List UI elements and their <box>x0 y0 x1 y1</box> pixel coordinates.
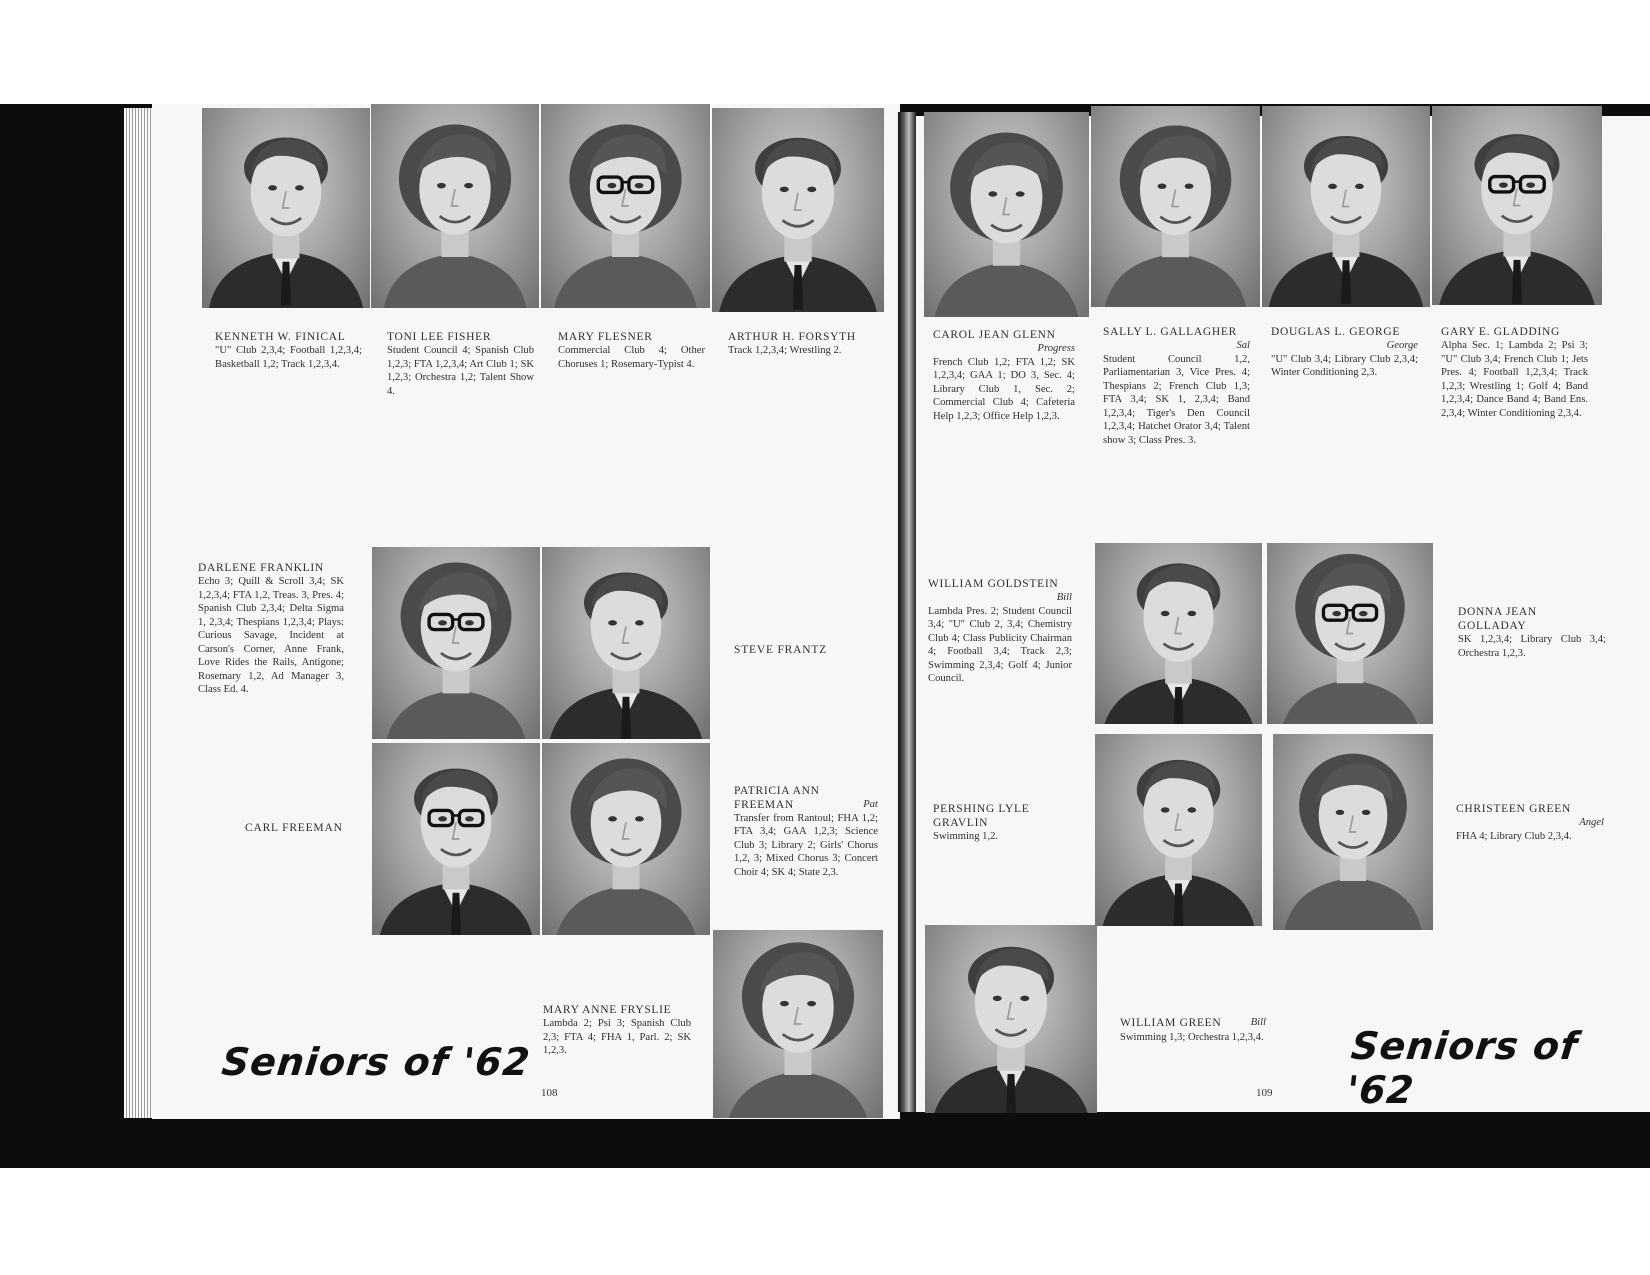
senior-bio <box>558 330 705 371</box>
portrait-photo <box>1095 543 1262 724</box>
portrait-photo <box>1262 106 1430 307</box>
portrait-silhouette <box>1273 734 1433 930</box>
senior-bio <box>728 330 878 358</box>
senior-bio <box>198 561 344 697</box>
portrait-silhouette <box>1267 543 1433 724</box>
senior-activities: "U" Club 3,4; Library Club 2,3,4; Winter Conditioning 2,3. <box>1271 353 1418 378</box>
senior-bio <box>387 330 534 398</box>
senior-bio <box>933 328 1075 423</box>
senior-name: DONNA JEAN GOLLADAY <box>1458 606 1537 632</box>
portrait-silhouette <box>1095 734 1262 926</box>
portrait-silhouette <box>1432 106 1602 305</box>
senior-nickname: Bill <box>1250 1017 1266 1028</box>
portrait-photo <box>713 930 883 1118</box>
portrait-photo <box>1095 734 1262 926</box>
page-number: 109 <box>1256 1087 1273 1099</box>
portrait-photo <box>1091 106 1260 307</box>
senior-activities: Transfer from Rantoul; FHA 1,2; FTA 3,4; GAA 1,2,3; Science Club 3; Library 2; Girls' Chorus 1,2, 3; Mixed Chorus 3; Concert Choir 4; SK 4; State 2,3. <box>734 812 878 878</box>
portrait-silhouette <box>1095 543 1262 724</box>
senior-activities: Swimming 1,3; Orchestra 1,2,3,4. <box>1120 1031 1264 1043</box>
portrait-silhouette <box>372 743 540 935</box>
senior-activities: French Club 1,2; FTA 1,2; SK 1,2,3,4; GAA 1; DO 3, Sec. 4; Library Club 1, Sec. 2; Commercial Club 4; Cafeteria Help 1,2,3; Office Help 1,2,3. <box>933 356 1075 422</box>
book-gutter <box>898 112 916 1112</box>
senior-name: PATRICIA ANN FREEMAN <box>734 785 820 811</box>
senior-bio <box>543 1003 691 1058</box>
portrait-photo <box>371 104 539 308</box>
portrait-photo <box>925 925 1097 1113</box>
senior-activities: Swimming 1,2. <box>933 831 999 842</box>
senior-activities: FHA 4; Library Club 2,3,4. <box>1456 830 1572 842</box>
senior-nickname: George <box>1386 340 1418 351</box>
senior-bio <box>1271 325 1418 380</box>
portrait-silhouette <box>712 108 884 312</box>
senior-name: CARL FREEMAN <box>245 822 343 834</box>
senior-bio <box>1120 1016 1266 1044</box>
senior-bio <box>933 802 1073 844</box>
senior-bio <box>1458 605 1606 660</box>
senior-activities: SK 1,2,3,4; Library Club 3,4; Orchestra 1,2,3. <box>1458 634 1606 659</box>
portrait-silhouette <box>1091 106 1260 307</box>
senior-name: WILLIAM GOLDSTEIN <box>928 578 1059 590</box>
portrait-silhouette <box>925 925 1097 1113</box>
portrait-silhouette <box>542 743 710 935</box>
senior-activities: Student Council 1,2, Parliamentarian 3, Vice Pres. 4; Thespians 2; French Club 1,3; FTA 3,4; SK 1, 2,3,4; Band 1,2,3,4; Tiger's Den Council 1,2,3,4; Hatchet Orator 3,4; Talent show 3; Class Pres. 3. <box>1103 353 1250 446</box>
senior-bio <box>1103 325 1250 447</box>
section-heading: Seniors of '62 <box>1344 1024 1581 1112</box>
portrait-photo <box>541 104 710 308</box>
senior-bio <box>734 784 878 879</box>
senior-nickname: Angel <box>1579 817 1604 828</box>
portrait-silhouette <box>371 104 539 308</box>
portrait-silhouette <box>542 547 710 739</box>
senior-activities: Student Council 4; Spanish Club 1,2,3; FTA 1,2,3,4; Art Club 1; SK 1,2,3; Orchestra 1,2; Talent Show 4. <box>387 345 534 397</box>
book-page-edges <box>124 108 154 1118</box>
portrait-photo <box>1432 106 1602 305</box>
portrait-photo <box>542 743 710 935</box>
senior-name: MARY ANNE FRYSLIE <box>543 1004 672 1016</box>
senior-activities: Lambda 2; Psi 3; Spanish Club 2,3; FTA 4; FHA 1, Parl. 2; SK 1,2,3. <box>543 1018 691 1056</box>
portrait-silhouette <box>372 547 540 739</box>
portrait-silhouette <box>713 930 883 1118</box>
senior-bio <box>928 577 1072 686</box>
portrait-photo <box>372 743 540 935</box>
senior-activities: Echo 3; Quill & Scroll 3,4; SK 1,2,3,4; FTA 1,2, Treas. 3, Pres. 4; Spanish Club 2,3,4; Delta Sigma 1, 2,3,4; Thespians 1,2,3,4; Plays: Curious Savage, Incident at Carson's Corner, Anne Frank, Love Rides the Rails, Antigone; Rosemary 1,2, Ad Manager 3, Class Ed. 4. <box>198 576 344 695</box>
senior-bio <box>215 330 362 371</box>
portrait-photo <box>542 547 710 739</box>
senior-name: TONI LEE FISHER <box>387 331 492 343</box>
senior-activities: Alpha Sec. 1; Lambda 2; Psi 3; "U" Club 3,4; French Club 1; Jets Pres. 4; Football 1,2,3,4; Track 1,2,3; Wrestling 1; Golf 4; Band 1,2,3,4; Dance Band 4; Band Ens. 2,3,4; Winter Conditioning 2,3,4. <box>1441 340 1588 419</box>
portrait-photo <box>924 112 1089 317</box>
section-heading: Seniors of '62 <box>219 1040 533 1084</box>
senior-nickname: Sal <box>1236 340 1250 351</box>
senior-name: CAROL JEAN GLENN <box>933 329 1056 341</box>
senior-activities: "U" Club 2,3,4; Football 1,2,3,4; Basketball 1,2; Track 1,2,3,4. <box>215 345 362 370</box>
senior-name: ARTHUR H. FORSYTH <box>728 331 856 343</box>
senior-nickname: Bill <box>1056 592 1072 603</box>
senior-name: KENNETH W. FINICAL <box>215 331 346 343</box>
senior-name: STEVE FRANTZ <box>734 644 827 656</box>
senior-bio <box>1441 325 1588 420</box>
portrait-silhouette <box>202 108 370 308</box>
senior-nickname: Pat <box>863 799 878 810</box>
senior-bio <box>1456 802 1604 843</box>
senior-name: GARY E. GLADDING <box>1441 326 1561 338</box>
senior-activities: Track 1,2,3,4; Wrestling 2. <box>728 345 842 356</box>
senior-name: SALLY L. GALLAGHER <box>1103 326 1237 338</box>
portrait-photo <box>1267 543 1433 724</box>
portrait-photo <box>372 547 540 739</box>
senior-name: PERSHING LYLE GRAVLIN <box>933 803 1030 829</box>
senior-name: DARLENE FRANKLIN <box>198 562 324 574</box>
page-number: 108 <box>541 1087 558 1099</box>
portrait-photo <box>1273 734 1433 930</box>
senior-name: MARY FLESNER <box>558 331 653 343</box>
senior-name: DOUGLAS L. GEORGE <box>1271 326 1401 338</box>
portrait-silhouette <box>1262 106 1430 307</box>
portrait-photo <box>712 108 884 312</box>
portrait-silhouette <box>541 104 710 308</box>
senior-activities: Lambda Pres. 2; Student Council 3,4; "U" Club 2, 3,4; Chemistry Club 4; Class Publicity Chairman 4; Football 3,4; Track 2,3; Swimming 2,3,4; Golf 4; Junior Council. <box>928 605 1072 684</box>
portrait-photo <box>202 108 370 308</box>
senior-name: CHRISTEEN GREEN <box>1456 803 1571 815</box>
portrait-silhouette <box>924 112 1089 317</box>
senior-nickname: Progress <box>1037 343 1075 354</box>
senior-activities: Commercial Club 4; Other Choruses 1; Rosemary-Typist 4. <box>558 345 705 370</box>
senior-name: WILLIAM GREEN <box>1120 1017 1222 1029</box>
